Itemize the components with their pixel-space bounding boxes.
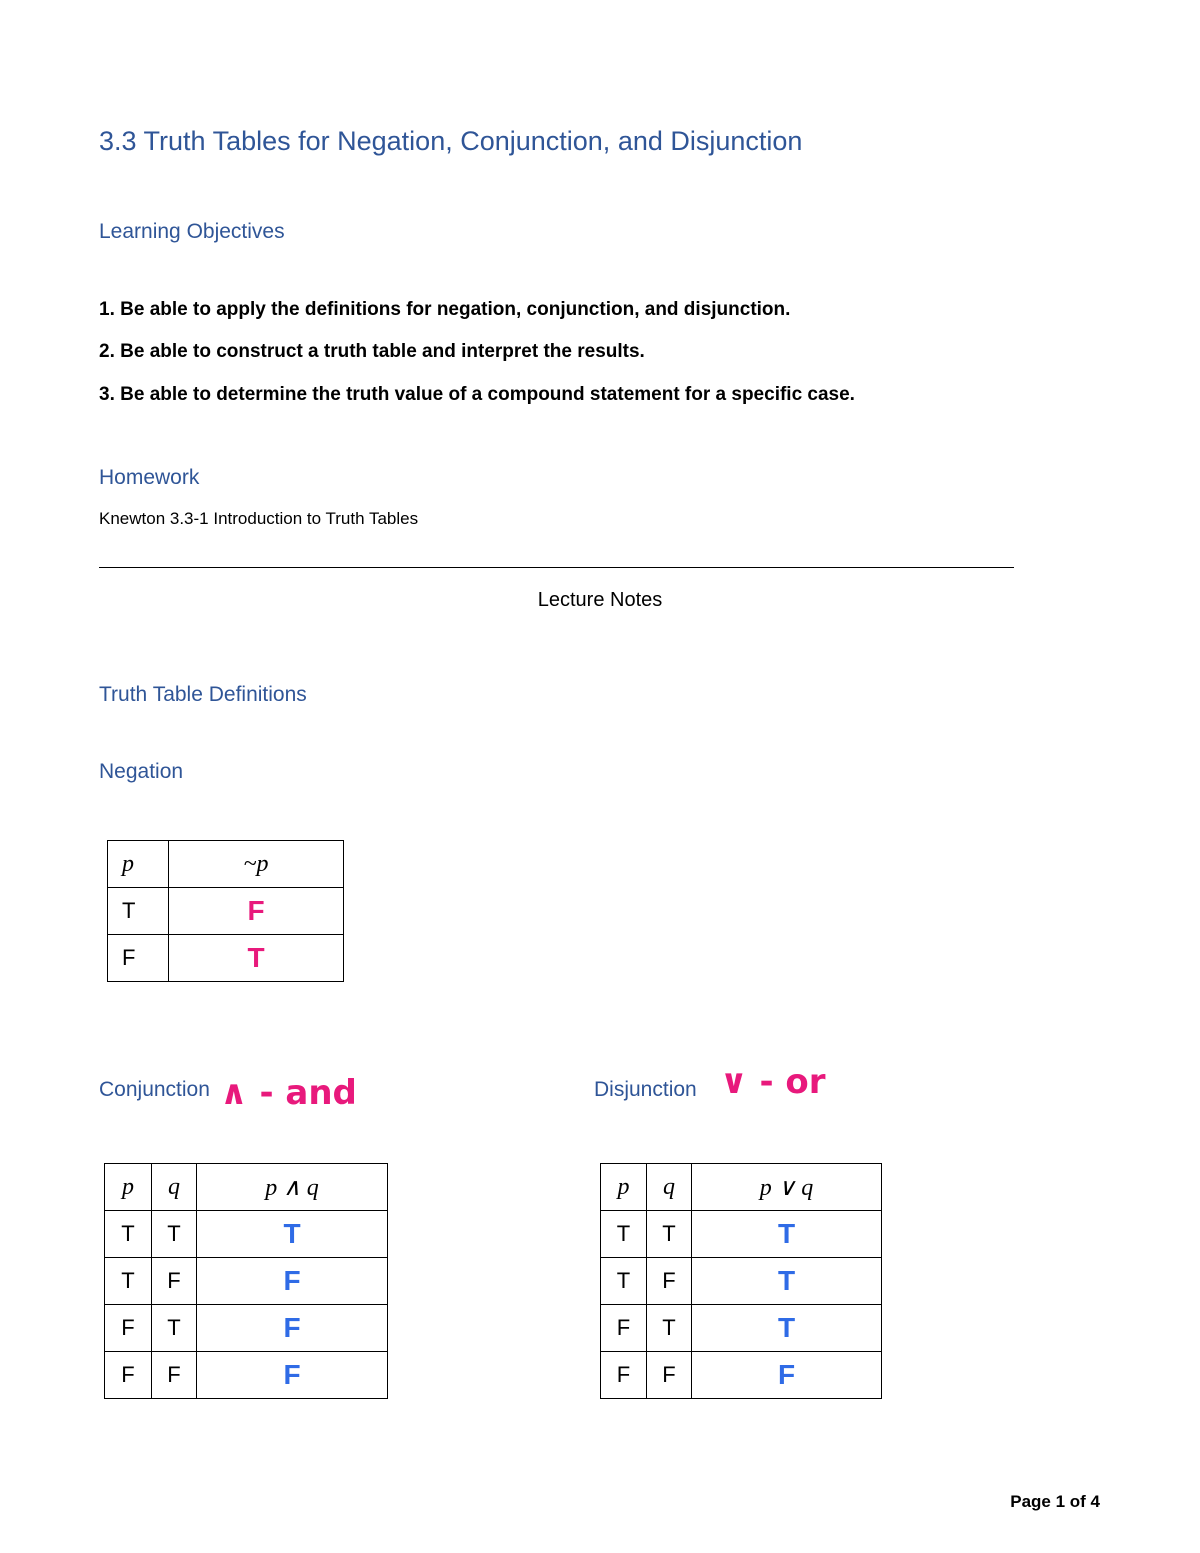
table-row [601,1258,882,1305]
page-title: 3.3 Truth Tables for Negation, Conjunction, and Disjunction [99,126,803,156]
truth-table-definitions-heading: Truth Table Definitions [99,683,307,706]
cell-q: F [647,1352,692,1399]
cell-q: T [152,1305,197,1352]
cell-q: F [152,1258,197,1305]
cell-result [169,888,344,935]
cell-q: T [647,1211,692,1258]
disjunction-annotation: ∨ - or [720,1062,826,1102]
table-row [105,1305,388,1352]
cell-result [692,1352,882,1399]
header-p-and-q: p ∧ q [197,1164,388,1211]
handwritten-value: F [283,1311,301,1343]
cell-p: T [105,1258,152,1305]
table-row [601,1305,882,1352]
cell-result [692,1305,882,1352]
table-row [601,1211,882,1258]
header-p: p [601,1164,647,1211]
cell-p: F [105,1305,152,1352]
header-q: q [152,1164,197,1211]
header-p: p [108,841,169,888]
cell-p: F [105,1352,152,1399]
header-p: p [105,1164,152,1211]
table-row [108,935,344,982]
header-p-or-q: p ∨ q [692,1164,882,1211]
conjunction-annotation: ∧ - and [220,1073,357,1113]
cell-p: T [601,1258,647,1305]
section-divider [99,567,1014,568]
homework-heading: Homework [99,466,200,489]
homework-text: Knewton 3.3-1 Introduction to Truth Tables [99,509,419,528]
table-row [105,1258,388,1305]
objective-1: 1. Be able to apply the definitions for negation, conjunction, and disjunction. [99,299,791,320]
header-not-p: ~p [169,841,344,888]
conjunction-heading: Conjunction [99,1078,210,1101]
learning-objectives-heading: Learning Objectives [99,220,285,243]
cell-result [692,1258,882,1305]
cell-result [197,1305,388,1352]
cell-p: T [108,888,169,935]
handwritten-value: F [283,1264,301,1296]
disjunction-table [600,1163,882,1399]
cell-result [692,1211,882,1258]
cell-result [169,935,344,982]
cell-result [197,1258,388,1305]
handwritten-value: T [283,1217,301,1249]
negation-table [107,840,344,982]
handwritten-value: T [777,1264,796,1296]
handwritten-value: T [777,1217,796,1249]
cell-p: F [601,1305,647,1352]
handwritten-value: T [777,1311,796,1343]
cell-result [197,1211,388,1258]
cell-result [197,1352,388,1399]
table-row [105,1211,388,1258]
cell-q: F [152,1352,197,1399]
handwritten-value: F [247,894,265,926]
handwritten-value: F [283,1358,301,1390]
table-row [108,888,344,935]
cell-p: T [601,1211,647,1258]
cell-q: T [647,1305,692,1352]
table-row [601,1352,882,1399]
handwritten-value: F [777,1358,796,1390]
objective-3: 3. Be able to determine the truth value of a compound statement for a specific case. [99,384,855,405]
cell-p: T [105,1211,152,1258]
conjunction-table [104,1163,388,1399]
lecture-notes-label: Lecture Notes [537,589,663,611]
table-row [105,1352,388,1399]
handwritten-value: T [247,941,265,973]
cell-q: T [152,1211,197,1258]
cell-p: F [601,1352,647,1399]
cell-p: F [108,935,169,982]
page-number: Page 1 of 4 [1010,1492,1100,1511]
objective-2: 2. Be able to construct a truth table and interpret the results. [99,341,645,362]
cell-q: F [647,1258,692,1305]
disjunction-heading: Disjunction [594,1078,697,1101]
header-q: q [647,1164,692,1211]
negation-heading: Negation [99,760,184,783]
